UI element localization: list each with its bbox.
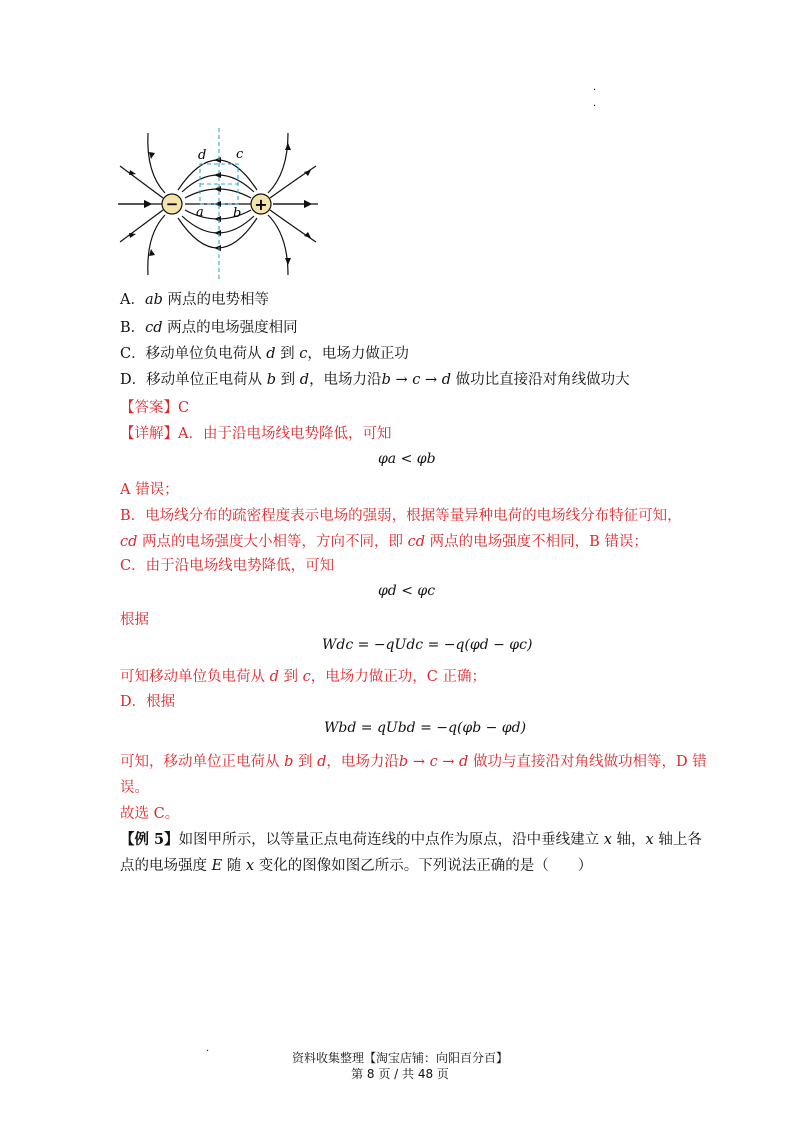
analysis-line-2: A 错误； <box>120 482 179 498</box>
equation-1: φa < φb <box>378 451 436 467</box>
analysis-line-5: C．由于沿电场线电势降低，可知 <box>120 558 335 574</box>
electric-field-figure <box>118 128 318 280</box>
analysis-line-3: B．电场线分布的疏密程度表示电场的强弱，根据等量异种电荷的电场线分布特征可知， <box>120 508 682 524</box>
analysis-line-10: 误。 <box>120 780 149 796</box>
label-a: a <box>196 205 204 220</box>
label-d: d <box>198 148 207 163</box>
analysis-line-11: 故选 C。 <box>120 806 180 822</box>
analysis-line-6: 根据 <box>120 612 149 628</box>
label-c: c <box>236 147 244 162</box>
option-c: C．移动单位负电荷从 d 到 c，电场力做正功 <box>120 346 409 362</box>
decor-dot: · <box>593 101 597 112</box>
decor-dot: · <box>206 1046 210 1057</box>
answer: 【答案】C <box>120 400 190 416</box>
analysis-line-4: cd 两点的电场强度大小相等，方向不同，即 cd 两点的电场强度不相同，B 错误； <box>120 534 648 550</box>
positive-charge-symbol: + <box>254 195 268 214</box>
footer-source: 资料收集整理【淘宝店铺：向阳百分百】 <box>291 1051 508 1065</box>
example-5-line-2: 点的电场强度 E 随 x 变化的图像如图乙所示。下列说法正确的是（ ） <box>120 858 593 874</box>
analysis-line-7: 可知移动单位负电荷从 d 到 c，电场力做正功，C 正确； <box>120 669 486 685</box>
label-b: b <box>233 206 242 221</box>
footer-page-number: 第 8 页 / 共 48 页 <box>351 1067 449 1081</box>
option-d: D．移动单位正电荷从 b 到 d，电场力沿b → c → d 做功比直接沿对角线做功大 <box>120 372 630 388</box>
equation-4: Wbd = qUbd = −q(φb − φd) <box>324 720 527 736</box>
decor-dot: · <box>593 85 597 96</box>
equation-2: φd < φc <box>378 583 436 599</box>
option-b: B．cd 两点的电场强度相同 <box>120 320 298 336</box>
analysis-line-8: D．根据 <box>120 694 176 710</box>
option-a: A．ab 两点的电势相等 <box>120 292 270 308</box>
example-5-line-1: 【例 5】如图甲所示，以等量正点电荷连线的中点作为原点，沿中垂线建立 x 轴，x 轴上各 <box>120 831 702 848</box>
negative-charge-symbol: − <box>165 195 179 213</box>
analysis-line-1: 【详解】A．由于沿电场线电势降低，可知 <box>120 426 392 442</box>
analysis-line-9: 可知，移动单位正电荷从 b 到 d，电场力沿b → c → d 做功与直接沿对角线做功相等，D 错 <box>120 754 707 770</box>
equation-3: Wdc = −qUdc = −q(φd − φc) <box>322 637 533 653</box>
